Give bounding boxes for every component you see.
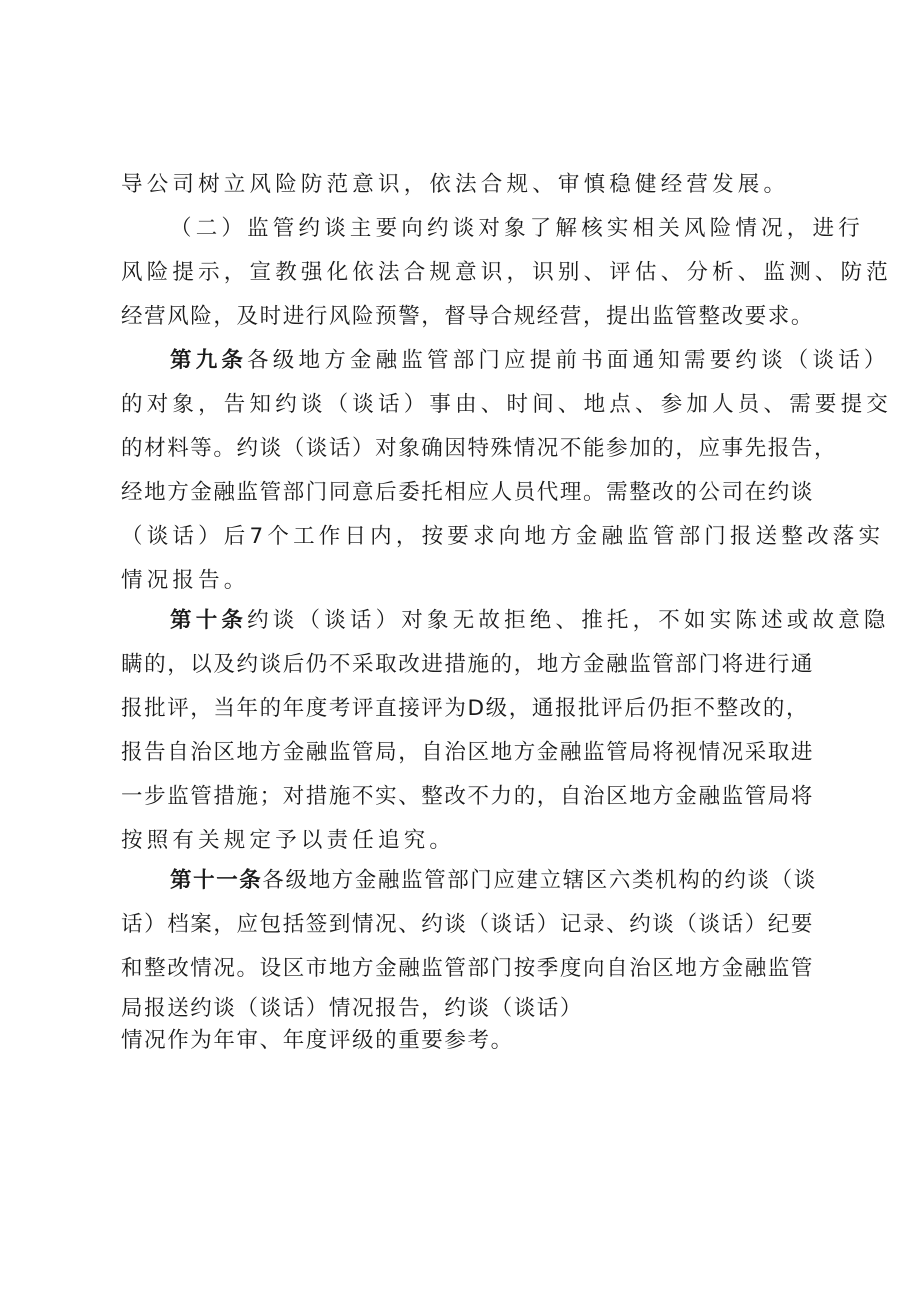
text-line-18: 话）档案，应包括签到情况、约谈（谈话）记录、约谈（谈话）纪要 [121, 912, 815, 937]
text-line-10: 情况报告。 [121, 568, 250, 593]
article-11-heading: 第十一条 [170, 868, 263, 893]
text-line-9: （谈话）后7个工作日内，按要求向地方金融监管部门报送整改落实 [121, 524, 885, 549]
text-line-14: 报告自治区地方金融监管局，自治区地方金融监管局将视情况采取进 [121, 740, 815, 765]
text-line-6: 的对象，告知约谈（谈话）事由、时间、地点、参加人员、需要提交 [121, 392, 893, 417]
text-line-7: 的材料等。约谈（谈话）对象确因特殊情况不能参加的，应事先报告， [121, 436, 838, 461]
article-10-first-line [170, 606, 920, 636]
text-line-3: 风险提示，宣教强化依法合规意识，识别、评估、分析、监测、防范 [121, 260, 893, 285]
text-line-17: 各级地方金融监管部门应建立辖区六类机构的约谈（谈 [262, 868, 817, 893]
text-line-1: 导公司树立风险防范意识，依法合规、审慎稳健经营发展。 [121, 172, 790, 197]
text-line-4: 经营风险，及时进行风险预警，督导合规经营，提出监管整改要求。 [121, 304, 815, 329]
text-line-8: 经地方金融监管部门同意后委托相应人员代理。需整改的公司在约谈 [121, 480, 815, 505]
text-line-12: 瞒的，以及约谈后仍不采取改进措施的，地方金融监管部门将进行通 [121, 652, 815, 677]
text-line-19: 和整改情况。设区市地方金融监管部门按季度向自治区地方金融监管 [121, 956, 815, 981]
text-line-11: 约谈（谈话）对象无故拒绝、推托，不如实陈述或故意隐 [247, 608, 890, 633]
text-line-16: 按照有关规定予以责任追究。 [121, 828, 456, 853]
text-line-5: 各级地方金融监管部门应提前书面通知需要约谈（谈话） [247, 348, 890, 373]
article-9-first-line [170, 346, 920, 376]
text-line-20: 局报送约谈（谈话）情况报告，约谈（谈话） [121, 996, 584, 1021]
text-line-15: 一步监管措施；对措施不实、整改不力的，自治区地方金融监管局将 [121, 784, 815, 809]
text-line-13: 报批评，当年的年度考评直接评为D级，通报批评后仍拒不整改的， [121, 696, 810, 721]
article-11-first-line [170, 866, 920, 896]
article-10-heading: 第十条 [170, 608, 248, 633]
article-9-heading: 第九条 [170, 348, 248, 373]
text-line-2: （二）监管约谈主要向约谈对象了解核实相关风险情况，进行 [170, 216, 864, 241]
text-line-21: 情况作为年审、年度评级的重要参考。 [121, 1028, 514, 1053]
